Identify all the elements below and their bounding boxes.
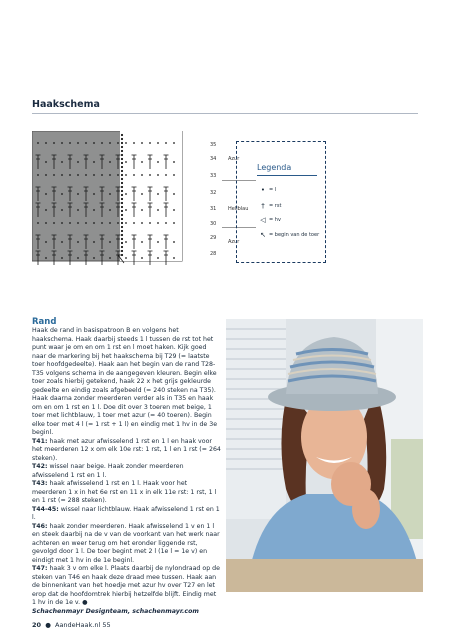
chain-stitch-mark bbox=[85, 174, 87, 176]
legend-box bbox=[236, 141, 326, 263]
chain-stitch-mark bbox=[121, 202, 123, 204]
legend-title: Legenda bbox=[257, 163, 292, 172]
chain-stitch-mark bbox=[101, 222, 103, 224]
chain-stitch-mark bbox=[121, 138, 123, 140]
chain-stitch-mark bbox=[85, 222, 87, 224]
chain-stitch-mark bbox=[61, 174, 63, 176]
chain-stitch-mark bbox=[157, 241, 159, 243]
chain-stitch-mark bbox=[149, 222, 151, 224]
round-44-45: T44-45: wissel naar lichtblauw. Haak afwisselend 1 rst en 1 l. bbox=[32, 505, 220, 521]
chain-stitch-mark bbox=[121, 254, 123, 256]
crochet-chart bbox=[32, 131, 250, 266]
row-number: 30 bbox=[210, 221, 217, 227]
chart-grid bbox=[32, 131, 192, 266]
chain-stitch-mark bbox=[121, 218, 123, 220]
dagger-icon: † bbox=[261, 202, 265, 210]
chain-stitch-mark bbox=[141, 222, 143, 224]
designer-signature: Schachenmayr Designteam, schachenmayr.com bbox=[32, 607, 199, 615]
chain-stitch-mark bbox=[157, 222, 159, 224]
title-divider bbox=[32, 113, 418, 114]
chain-stitch-mark bbox=[61, 161, 63, 163]
legend-item-treble: † = rst bbox=[257, 202, 281, 210]
section-title: Haakschema bbox=[32, 99, 100, 110]
chain-stitch-mark bbox=[121, 154, 123, 156]
legend-divider bbox=[257, 175, 317, 176]
chain-stitch-mark bbox=[93, 209, 95, 211]
chain-stitch-mark bbox=[121, 190, 123, 192]
chain-stitch-mark bbox=[109, 142, 111, 144]
chain-stitch-mark bbox=[121, 242, 123, 244]
chain-stitch-mark bbox=[141, 257, 143, 259]
chain-stitch-mark bbox=[45, 142, 47, 144]
chain-stitch-mark bbox=[121, 250, 123, 252]
chain-stitch-mark bbox=[121, 230, 123, 232]
chain-stitch-mark bbox=[37, 142, 39, 144]
chain-stitch-mark bbox=[173, 241, 175, 243]
chain-stitch-mark bbox=[141, 241, 143, 243]
chain-stitch-mark bbox=[61, 193, 63, 195]
chain-stitch-mark bbox=[93, 222, 95, 224]
chain-stitch-mark bbox=[77, 193, 79, 195]
chain-stitch-mark bbox=[125, 222, 127, 224]
chain-stitch-mark bbox=[45, 209, 47, 211]
chain-stitch-mark bbox=[121, 210, 123, 212]
chain-stitch-mark bbox=[69, 174, 71, 176]
chain-stitch-mark bbox=[157, 142, 159, 144]
chain-stitch-mark bbox=[37, 222, 39, 224]
chain-stitch-mark bbox=[53, 142, 55, 144]
chain-stitch-mark bbox=[173, 222, 175, 224]
row-number: 31 bbox=[210, 206, 217, 212]
chain-stitch-mark bbox=[45, 222, 47, 224]
chain-stitch-mark bbox=[125, 161, 127, 163]
row-number: 33 bbox=[210, 173, 217, 179]
chain-stitch-mark bbox=[101, 174, 103, 176]
chain-stitch-mark bbox=[61, 241, 63, 243]
chain-stitch-mark bbox=[77, 161, 79, 163]
chain-stitch-mark bbox=[77, 257, 79, 259]
legend-item-slipstitch: ◁ = hv bbox=[257, 216, 281, 224]
color-label: Azur bbox=[228, 156, 240, 162]
chain-stitch-mark bbox=[109, 209, 111, 211]
chain-stitch-mark bbox=[61, 257, 63, 259]
chain-stitch-mark bbox=[157, 174, 159, 176]
chain-stitch-mark bbox=[69, 142, 71, 144]
chain-stitch-mark bbox=[121, 186, 123, 188]
chain-stitch-mark bbox=[93, 257, 95, 259]
chain-stitch-mark bbox=[93, 161, 95, 163]
chain-stitch-mark bbox=[93, 142, 95, 144]
chain-stitch-mark bbox=[61, 222, 63, 224]
row-number: 28 bbox=[210, 251, 217, 257]
row-number: 34 bbox=[210, 156, 217, 162]
chain-stitch-mark bbox=[121, 206, 123, 208]
chain-stitch-mark bbox=[157, 257, 159, 259]
chain-stitch-mark bbox=[149, 142, 151, 144]
chain-stitch-mark bbox=[173, 193, 175, 195]
chain-stitch-mark bbox=[69, 222, 71, 224]
chain-stitch-mark bbox=[93, 174, 95, 176]
round-42: T42: wissel naar beige. Haak zonder meerderen afwisselend 1 rst en 1 l. bbox=[32, 463, 184, 479]
chain-stitch-mark bbox=[77, 241, 79, 243]
chain-stitch-mark bbox=[77, 222, 79, 224]
chain-stitch-mark bbox=[117, 142, 119, 144]
chain-stitch-mark bbox=[121, 238, 123, 240]
chain-stitch-mark bbox=[125, 209, 127, 211]
chain-stitch-mark bbox=[61, 142, 63, 144]
chain-stitch-mark bbox=[121, 162, 123, 164]
chain-stitch-mark bbox=[125, 142, 127, 144]
chain-stitch-mark bbox=[125, 193, 127, 195]
chain-stitch-mark bbox=[61, 209, 63, 211]
chain-stitch-mark bbox=[125, 174, 127, 176]
chain-stitch-mark bbox=[109, 257, 111, 259]
chain-stitch-mark bbox=[121, 198, 123, 200]
chain-stitch-mark bbox=[109, 161, 111, 163]
chain-stitch-mark bbox=[109, 241, 111, 243]
chain-stitch-mark bbox=[77, 142, 79, 144]
chain-stitch-mark bbox=[45, 161, 47, 163]
chain-stitch-mark bbox=[77, 209, 79, 211]
chain-stitch-mark bbox=[101, 142, 103, 144]
intro-paragraph: Haak de rand in basispatroon B en volgens het haakschema. Haak daarbij steeds 1 l tussen de rst tot het punt waar je om en om 1 rst en l moet haken. Kijk goed naar de markering bij het haakschema bij T29 (= laatste toer hoofdgedeelte). Haak aan het begin van de rand T28-T35 volgens schema in de aangegeven kleuren. Begin elke toer zoals hierbij getekend, haak 22 x het grijs gekleurde gedeelte en eindig zoals afgebeeld (= 240 steken na T35). Haak daarna zonder meerderen verder als in T35 en haak om en om 1 rst en 1 l. Doe dit over 3 toeren met beige, 1 toer met lichtblauw, 1 toer met azur (= 40 toeren). Begin elke toer met 4 l (= 1 rst + 1 l) en eindig met 1 hv in de 3e beginl. bbox=[32, 327, 218, 436]
chain-stitch-mark bbox=[141, 209, 143, 211]
arrow-icon: ↖ bbox=[260, 231, 266, 239]
chain-stitch-mark bbox=[121, 246, 123, 248]
chain-stitch-mark bbox=[121, 150, 123, 152]
chain-stitch-mark bbox=[141, 142, 143, 144]
chain-stitch-mark bbox=[45, 257, 47, 259]
round-43: T43: haak afwisselend 1 rst en 1 l. Haak voor het meerderen 1 x in het 6e rst en 11 x in elk 11e rst: 1 rst, 1 l en 1 rst (= 288 steken). bbox=[32, 480, 217, 504]
legend-item-chain: • = l bbox=[257, 186, 276, 194]
legend-item-round-start: ↖ = begin van de toer bbox=[257, 231, 319, 239]
chain-stitch-mark bbox=[45, 174, 47, 176]
chain-stitch-mark bbox=[117, 222, 119, 224]
chain-stitch-mark bbox=[173, 174, 175, 176]
row-number: 35 bbox=[210, 142, 217, 148]
chain-stitch-mark bbox=[121, 142, 123, 144]
chain-stitch-mark bbox=[117, 174, 119, 176]
chain-stitch-mark bbox=[173, 257, 175, 259]
chain-stitch-mark bbox=[121, 226, 123, 228]
chain-stitch-mark bbox=[165, 222, 167, 224]
dot-icon: • bbox=[260, 186, 266, 194]
chain-stitch-mark bbox=[85, 142, 87, 144]
chain-stitch-mark bbox=[109, 193, 111, 195]
row-number: 32 bbox=[210, 190, 217, 196]
chain-stitch-mark bbox=[133, 174, 135, 176]
chain-stitch-mark bbox=[133, 142, 135, 144]
chain-stitch-mark bbox=[157, 193, 159, 195]
footer-bullet: ● bbox=[45, 621, 51, 629]
magazine-name: AandeHaak.nl 55 bbox=[55, 621, 111, 629]
chain-stitch-mark bbox=[165, 174, 167, 176]
chain-stitch-mark bbox=[121, 170, 123, 172]
chain-stitch-mark bbox=[125, 241, 127, 243]
page-footer bbox=[32, 621, 111, 629]
chain-stitch-mark bbox=[37, 174, 39, 176]
chain-stitch-mark bbox=[121, 194, 123, 196]
chain-stitch-mark bbox=[109, 174, 111, 176]
color-label: Azur bbox=[228, 239, 240, 245]
chain-stitch-mark bbox=[121, 234, 123, 236]
chain-stitch-mark bbox=[141, 161, 143, 163]
chain-stitch-mark bbox=[53, 174, 55, 176]
chain-stitch-mark bbox=[121, 222, 123, 224]
chain-stitch-mark bbox=[109, 222, 111, 224]
chain-stitch-mark bbox=[157, 209, 159, 211]
row-number: 29 bbox=[210, 235, 217, 241]
chain-stitch-mark bbox=[149, 174, 151, 176]
chain-stitch-mark bbox=[173, 209, 175, 211]
chain-stitch-mark bbox=[45, 193, 47, 195]
chain-stitch-mark bbox=[121, 182, 123, 184]
chain-stitch-mark bbox=[77, 174, 79, 176]
chain-stitch-mark bbox=[173, 142, 175, 144]
chain-stitch-mark bbox=[121, 166, 123, 168]
model-photo bbox=[226, 319, 423, 592]
instructions-text bbox=[32, 327, 222, 616]
chain-stitch-mark bbox=[141, 174, 143, 176]
chain-stitch-mark bbox=[121, 134, 123, 136]
chart-white-area bbox=[120, 131, 182, 261]
rand-heading: Rand bbox=[32, 317, 57, 327]
page-number: 20 bbox=[32, 621, 42, 629]
chain-stitch-mark bbox=[121, 214, 123, 216]
chain-stitch-mark bbox=[45, 241, 47, 243]
chain-stitch-mark bbox=[165, 142, 167, 144]
triangle-icon: ◁ bbox=[260, 216, 266, 224]
woman-in-hat-image bbox=[226, 319, 423, 592]
color-label: Hellblau bbox=[228, 206, 249, 212]
chain-stitch-mark bbox=[53, 222, 55, 224]
round-41: T41: haak met azur afwisselend 1 rst en 1 l en haak voor het meerderen 12 x om elk 10e rst: 1 rst, 1 l en 1 rst (= 264 steken). bbox=[32, 437, 221, 462]
chain-stitch-mark bbox=[173, 161, 175, 163]
chain-stitch-mark bbox=[121, 158, 123, 160]
chain-stitch-mark bbox=[157, 161, 159, 163]
chain-stitch-mark bbox=[125, 257, 127, 259]
chain-stitch-mark bbox=[121, 174, 123, 176]
chain-stitch-mark bbox=[141, 193, 143, 195]
round-47: T47: haak 3 v om elke l. Plaats daarbij de nylondraad op de steken van T46 en haak deze draad mee tussen. Haak aan de binnenkant van het hoedje met azur hv over T27 en let erop dat de hoofdomtrek hierbij hetzelfde blijft. Eindig met 1 hv in de 1e v. ● bbox=[32, 565, 220, 606]
chain-stitch-mark bbox=[121, 178, 123, 180]
chain-stitch-mark bbox=[133, 222, 135, 224]
round-46: T46: haak zonder meerderen. Haak afwisselend 1 v en 1 l en steek daarbij na de v van de voorkant van het werk naar achteren en weer terug om het eronder liggende rst, gevolgd door 1 l. De toer begint met 2 l (1e l = 1e v) en eindigt met 1 hv in de 1e beginl. bbox=[32, 522, 220, 564]
chain-stitch-mark bbox=[93, 241, 95, 243]
chain-stitch-mark bbox=[93, 193, 95, 195]
chain-stitch-mark bbox=[121, 146, 123, 148]
